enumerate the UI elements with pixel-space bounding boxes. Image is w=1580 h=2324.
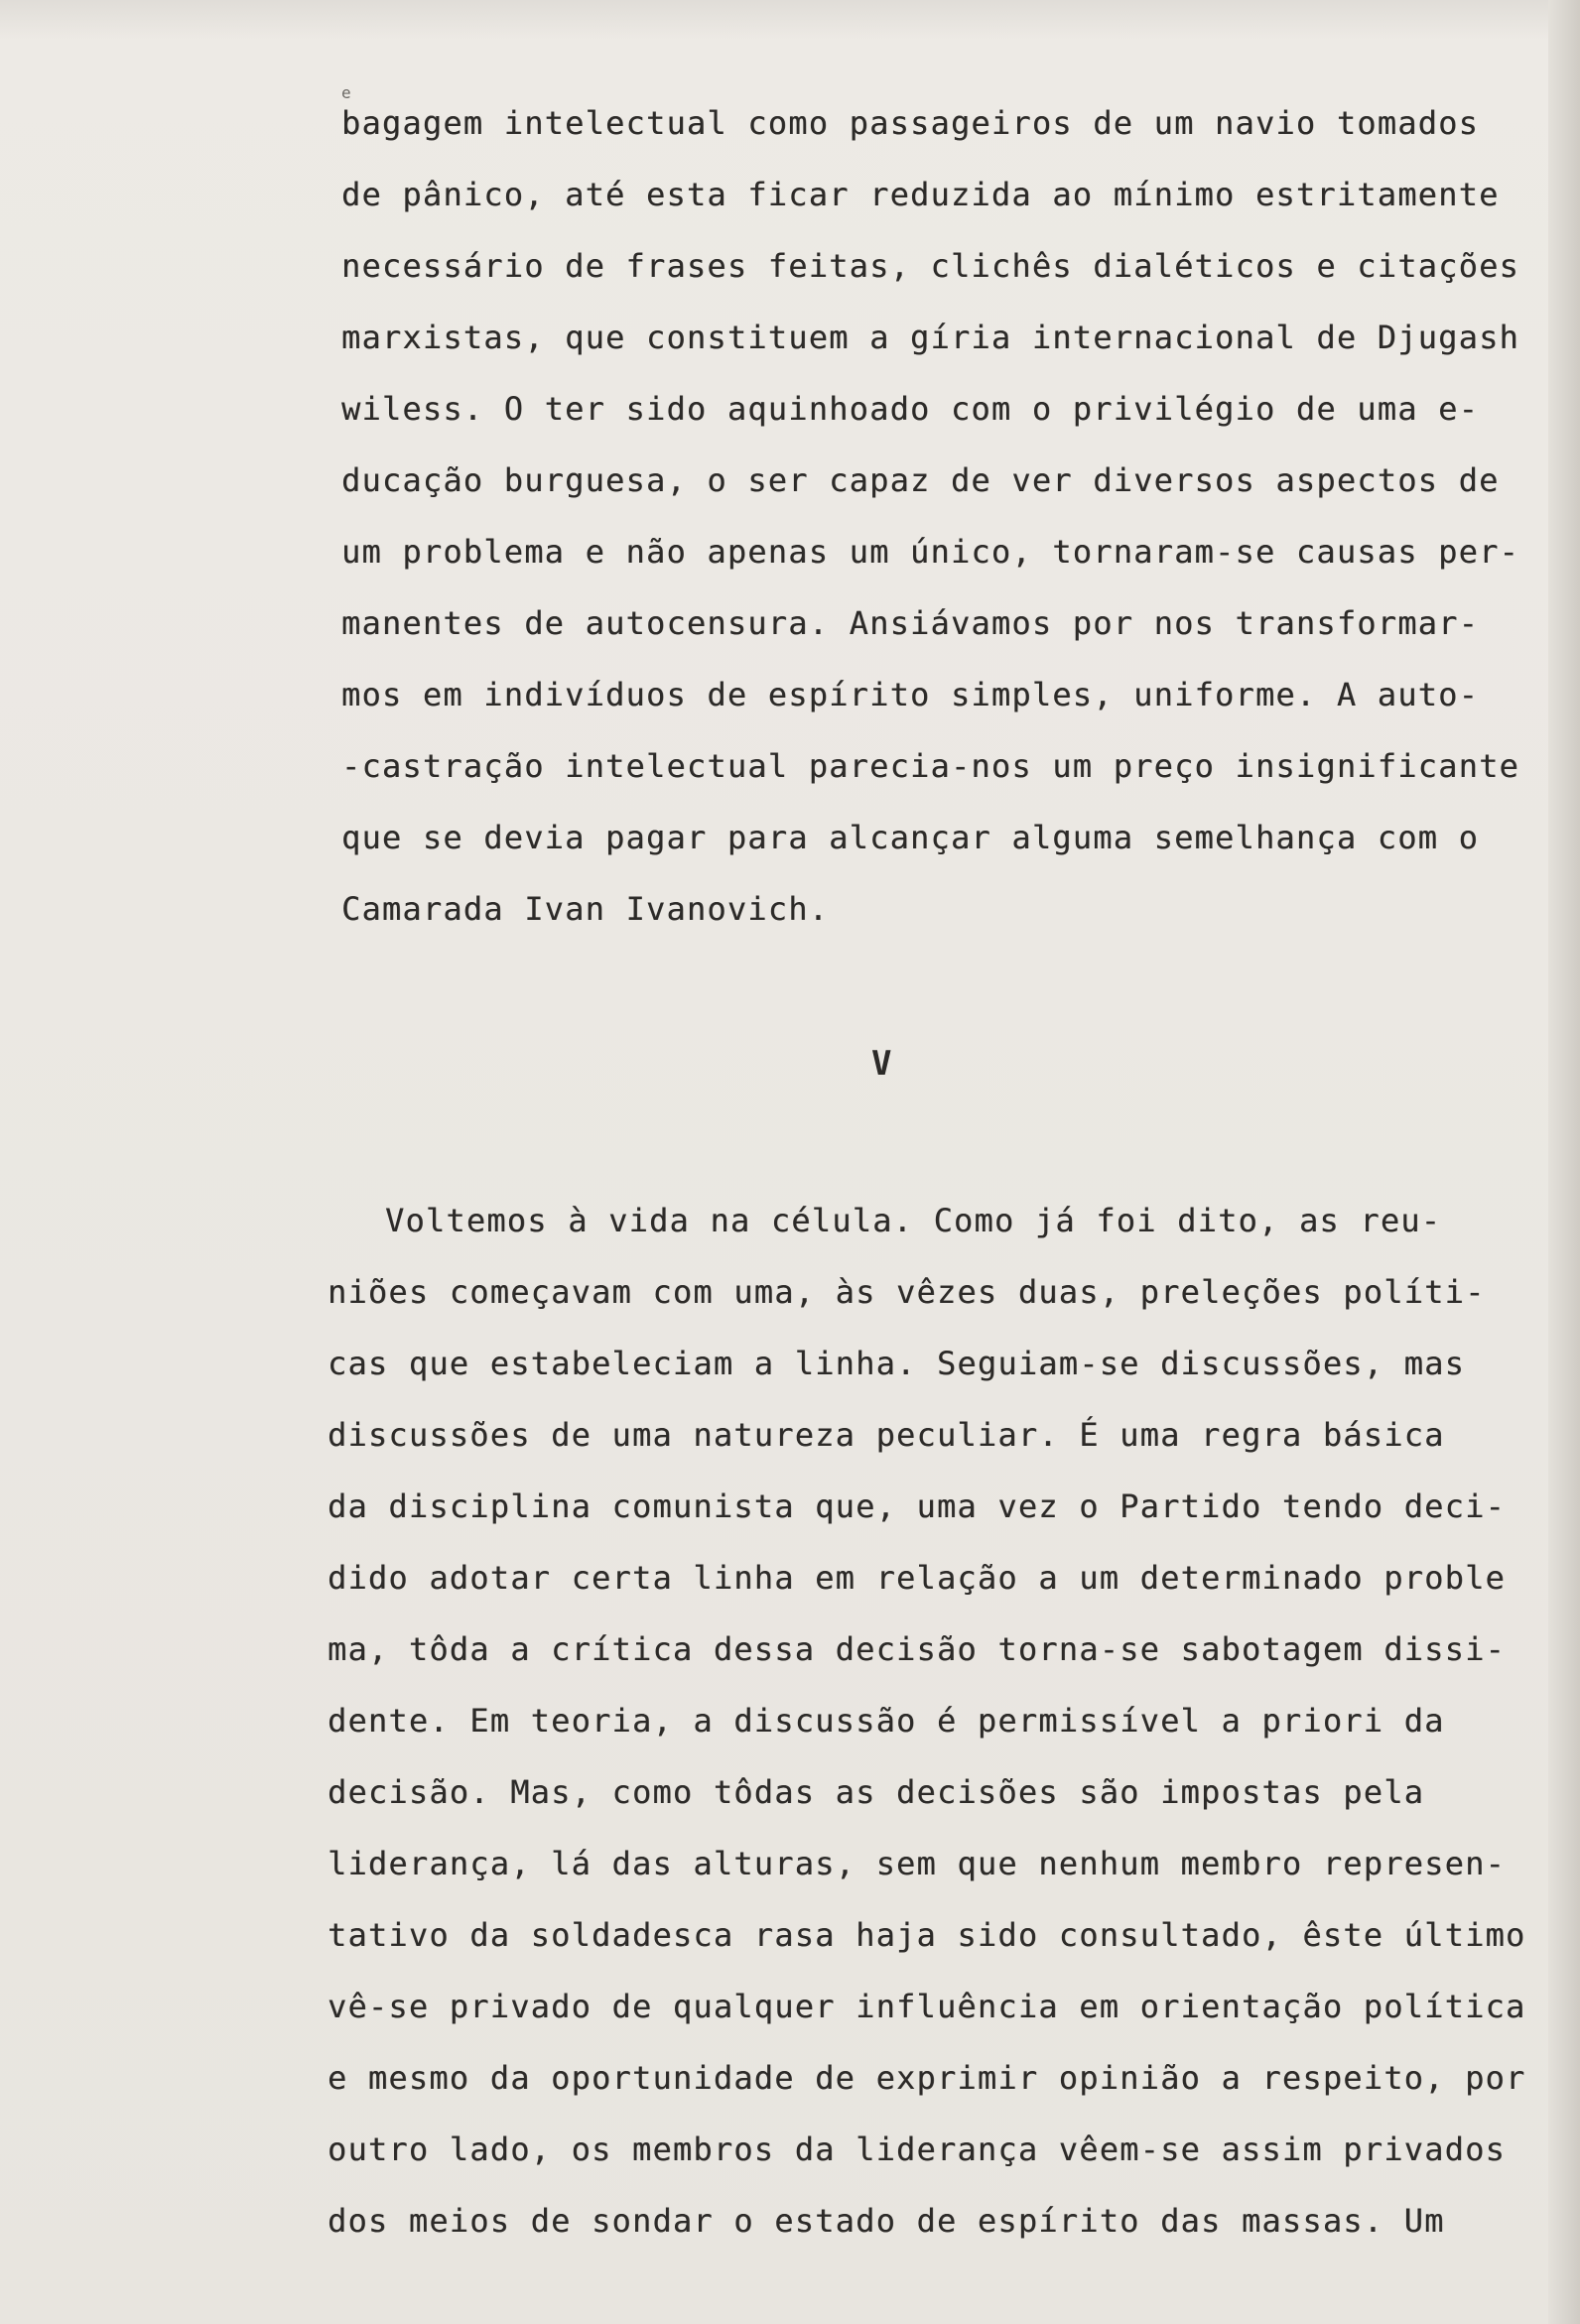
paragraph-1-line: bagagem intelectual como passageiros de um navio tomados [341, 104, 1480, 142]
paragraph-1-line: um problema e não apenas um único, tornaram-se causas per- [341, 533, 1520, 571]
paragraph-2-line: e mesmo da oportunidade de exprimir opinião a respeito, por [328, 2059, 1526, 2097]
paragraph-1-line: mos em indivíduos de espírito simples, uniforme. A auto- [341, 676, 1480, 713]
paragraph-1-line: Camarada Ivan Ivanovich. [341, 890, 830, 928]
paragraph-2-line: decisão. Mas, como tôdas as decisões são impostas pela [328, 1773, 1425, 1811]
paragraph-2-line: vê-se privado de qualquer influência em orientação política [328, 1988, 1526, 2025]
paragraph-2-line: ma, tôda a crítica dessa decisão torna-se sabotagem dissi- [328, 1630, 1507, 1668]
paragraph-2-line: Voltemos à vida na célula. Como já foi dito, as reu- [385, 1202, 1442, 1239]
paragraph-1-line: de pânico, até esta ficar reduzida ao mínimo estritamente [341, 176, 1500, 213]
paragraph-1-line: que se devia pagar para alcançar alguma semelhança com o [341, 819, 1480, 856]
paragraph-2-line: liderança, lá das alturas, sem que nenhum membro represen- [328, 1845, 1507, 1882]
paragraph-2-line: niões começavam com uma, às vêzes duas, preleções políti- [328, 1273, 1486, 1311]
paragraph-1-line: -castração intelectual parecia-nos um preço insignificante [341, 747, 1520, 785]
paragraph-1-line: manentes de autocensura. Ansiávamos por nos transformar- [341, 604, 1480, 642]
paragraph-2-line: cas que estabeleciam a linha. Seguiam-se discussões, mas [328, 1345, 1466, 1382]
paragraph-2-line: dente. Em teoria, a discussão é permissível a priori da [328, 1702, 1445, 1740]
paragraph-1-line: wiless. O ter sido aquinhoado com o privilégio de uma e- [341, 390, 1480, 428]
paragraph-2-line: dos meios de sondar o estado de espírito das massas. Um [328, 2202, 1445, 2240]
stray-mark: e [341, 83, 351, 102]
paragraph-2-line: discussões de uma natureza peculiar. É uma regra básica [328, 1416, 1445, 1454]
paragraph-2-line: dido adotar certa linha em relação a um determinado proble [328, 1559, 1507, 1597]
paragraph-2-line: da disciplina comunista que, uma vez o Partido tendo deci- [328, 1487, 1507, 1525]
paragraph-1-line: marxistas, que constituem a gíria internacional de Djugash [341, 319, 1520, 356]
paragraph-2-line: tativo da soldadesca rasa haja sido consultado, êste último [328, 1916, 1526, 1954]
paragraph-1-line: ducação burguesa, o ser capaz de ver diversos aspectos de [341, 461, 1500, 499]
paragraph-1-line: necessário de frases feitas, clichês dialéticos e citações [341, 247, 1520, 285]
paragraph-2-line: outro lado, os membros da liderança vêem-se assim privados [328, 2130, 1507, 2168]
section-heading: V [871, 1044, 892, 1084]
